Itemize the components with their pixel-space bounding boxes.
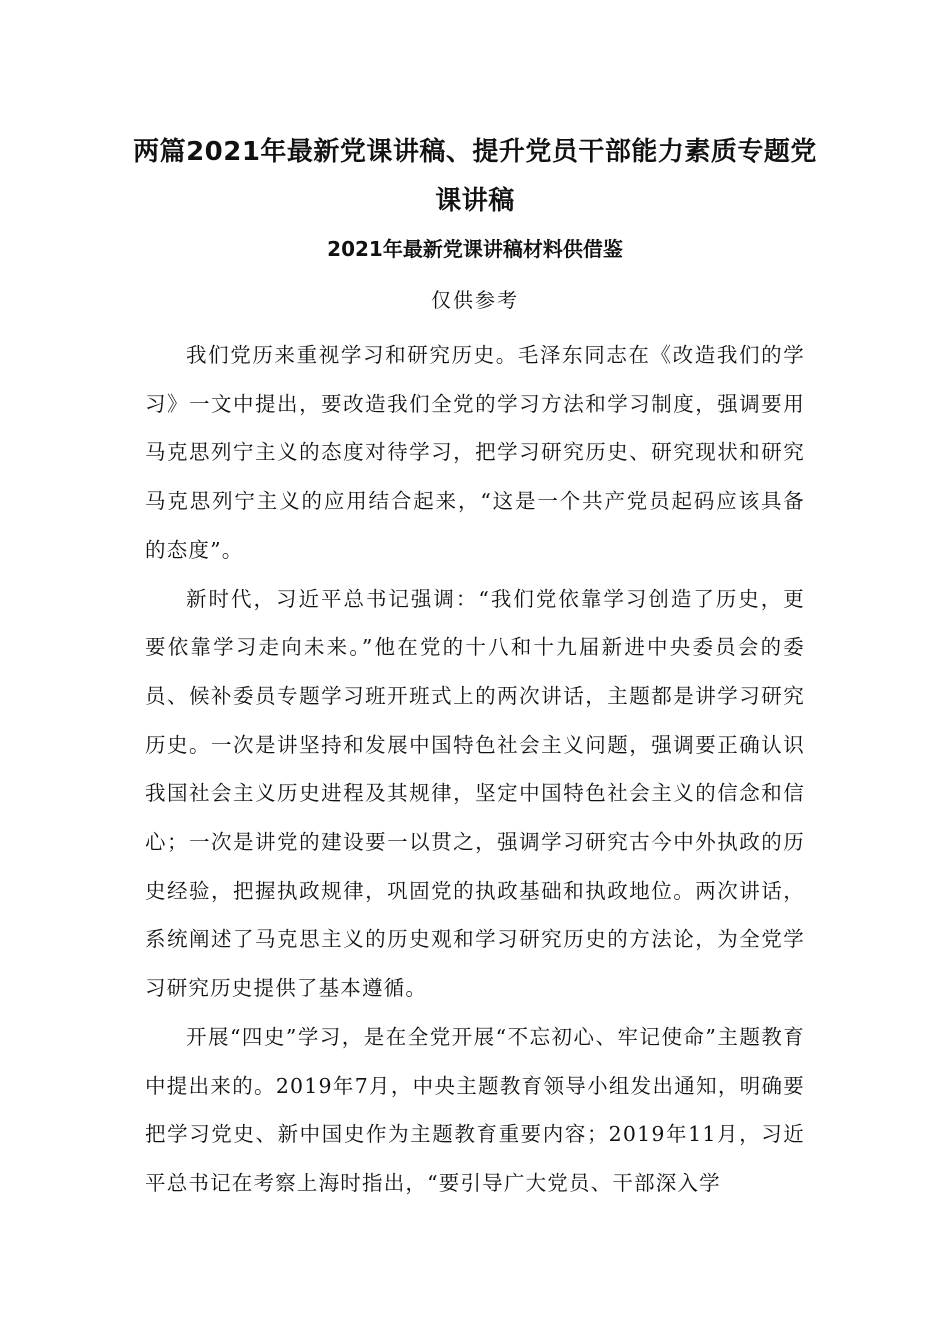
document-subtitle: 2021年最新党课讲稿材料供借鉴 <box>327 237 623 261</box>
document-title: 两篇2021年最新党课讲稿、提升党员干部能力素质专题党课讲稿 <box>133 137 817 216</box>
reference-note: 仅供参考 <box>431 288 519 312</box>
document-body <box>145 331 805 1208</box>
paragraph-1: 我们党历来重视学习和研究历史。毛泽东同志在《改造我们的学习》一文中提出，要改造我们全党的学习方法和学习制度，强调要用马克思列宁主义的态度对待学习，把学习研究历史、研究现状和研究马克思列宁主义的应用结合起来，“这是一个共产党员起码应该具备的态度”。 <box>145 343 805 562</box>
paragraph-2: 新时代，习近平总书记强调：“我们党依靠学习创造了历史，更要依靠学习走向未来。”他在党的十八和十九届新进中央委员会的委员、候补委员专题学习班开班式上的两次讲话，主题都是讲学习研究历史。一次是讲坚持和发展中国特色社会主义问题，强调要正确认识我国社会主义历史进程及其规律，坚定中国特色社会主义的信念和信心；一次是讲党的建设要一以贯之，强调学习研究古今中外执政的历史经验，把握执政规律，巩固党的执政基础和执政地位。两次讲话，系统阐述了马克思主义的历史观和学习研究历史的方法论，为全党学习研究历史提供了基本遵循。 <box>145 586 805 1001</box>
paragraph-3: 开展“四史”学习，是在全党开展“不忘初心、牢记使命”主题教育中提出来的。2019年7月，中央主题教育领导小组发出通知，明确要把学习党史、新中国史作为主题教育重要内容；2019年11月，习近平总书记在考察上海时指出，“要引导广大党员、干部深入学 <box>145 1024 805 1195</box>
